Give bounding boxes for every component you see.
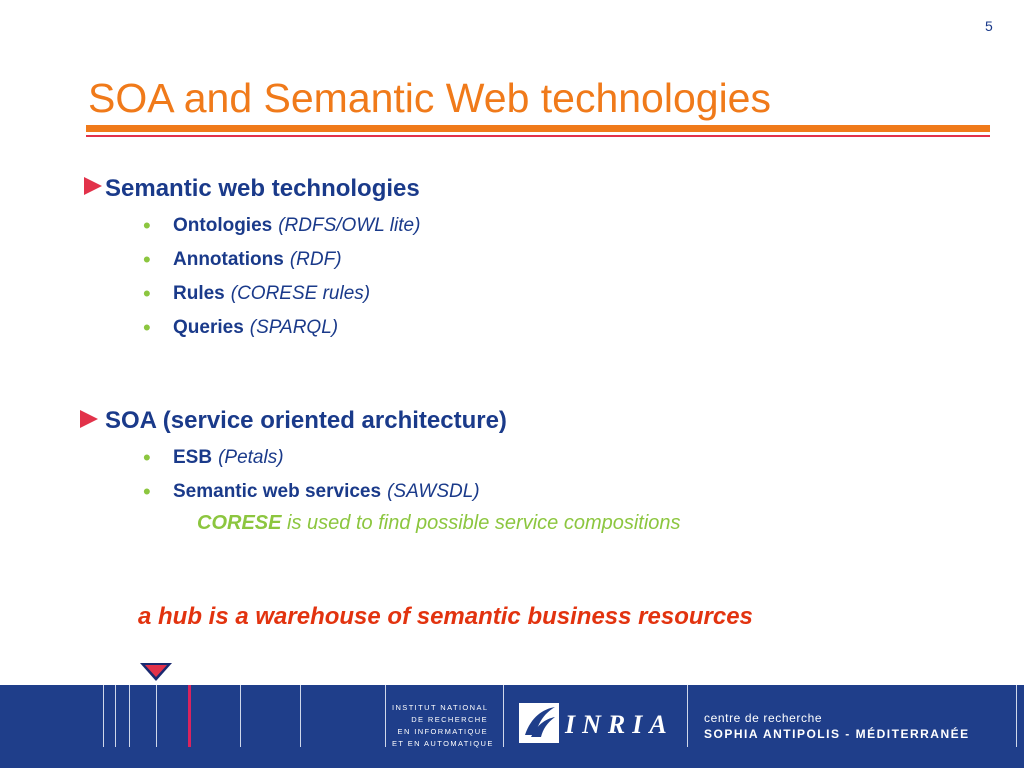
green-dot-icon: • bbox=[143, 247, 151, 272]
institute-name bbox=[392, 702, 494, 750]
item-term: Annotations bbox=[173, 249, 284, 270]
institute-line: DE RECHERCHE bbox=[411, 715, 488, 724]
green-dot-icon: • bbox=[143, 445, 151, 470]
list-item bbox=[143, 445, 284, 471]
centre-info bbox=[704, 711, 970, 741]
green-dot-icon: • bbox=[143, 315, 151, 340]
title-rule-thin bbox=[86, 135, 990, 137]
right-triangle-icon bbox=[80, 410, 98, 428]
section-heading-soa bbox=[105, 407, 507, 435]
green-dot-icon: • bbox=[143, 479, 151, 504]
inria-logo-text: INRIA bbox=[565, 710, 674, 739]
item-term: Ontologies bbox=[173, 215, 273, 236]
inria-logo-icon bbox=[517, 699, 680, 747]
footer-divider bbox=[385, 685, 386, 747]
green-dot-icon: • bbox=[143, 213, 151, 238]
item-term: Rules bbox=[173, 283, 225, 304]
item-note: (Petals) bbox=[218, 447, 284, 468]
footer-divider-accent bbox=[188, 685, 191, 747]
footer-bar bbox=[0, 685, 1024, 768]
centre-name: SOPHIA ANTIPOLIS - MÉDITERRANÉE bbox=[704, 727, 970, 741]
footer-divider bbox=[129, 685, 130, 747]
item-note: (RDFS/OWL lite) bbox=[278, 215, 421, 236]
item-note: (SPARQL) bbox=[249, 317, 339, 338]
centre-label: centre de recherche bbox=[704, 711, 823, 725]
slide-title: SOA and Semantic Web technologies bbox=[88, 75, 771, 121]
footer-divider bbox=[503, 685, 504, 747]
footer-divider bbox=[240, 685, 241, 747]
list-item bbox=[143, 281, 370, 307]
green-dot-icon: • bbox=[143, 281, 151, 306]
section-heading-soa-text: SOA (service oriented architecture) bbox=[105, 407, 507, 434]
footer-divider bbox=[103, 685, 104, 747]
corese-note bbox=[197, 512, 681, 535]
title-rule-thick bbox=[86, 125, 990, 132]
institute-line: INSTITUT NATIONAL bbox=[392, 703, 489, 712]
institute-line: ET EN AUTOMATIQUE bbox=[392, 739, 494, 748]
hub-statement: a hub is a warehouse of semantic business resources bbox=[138, 603, 753, 630]
list-item bbox=[143, 479, 480, 505]
list-item bbox=[143, 315, 338, 341]
footer-divider bbox=[115, 685, 116, 747]
item-note: (RDF) bbox=[289, 249, 342, 270]
item-term: Semantic web services bbox=[173, 481, 382, 502]
corese-note-bold: CORESE bbox=[197, 512, 282, 534]
item-note: (SAWSDL) bbox=[387, 481, 480, 502]
corese-note-text: is used to find possible service compositions bbox=[287, 512, 681, 534]
list-item bbox=[143, 213, 420, 239]
item-term: Queries bbox=[173, 317, 244, 338]
right-triangle-icon bbox=[84, 177, 102, 195]
institute-line: EN INFORMATIQUE bbox=[397, 727, 488, 736]
slide-number: 5 bbox=[985, 18, 993, 34]
footer-divider bbox=[687, 685, 688, 747]
footer-divider bbox=[300, 685, 301, 747]
footer-divider bbox=[156, 685, 157, 747]
item-note: (CORESE rules) bbox=[230, 283, 371, 304]
down-triangle-inner-icon bbox=[145, 665, 167, 677]
footer-divider bbox=[1016, 685, 1017, 747]
list-item bbox=[143, 247, 342, 273]
section-heading-semantic-web: Semantic web technologies bbox=[105, 175, 420, 202]
inria-logo bbox=[517, 699, 680, 747]
item-term: ESB bbox=[173, 447, 213, 468]
